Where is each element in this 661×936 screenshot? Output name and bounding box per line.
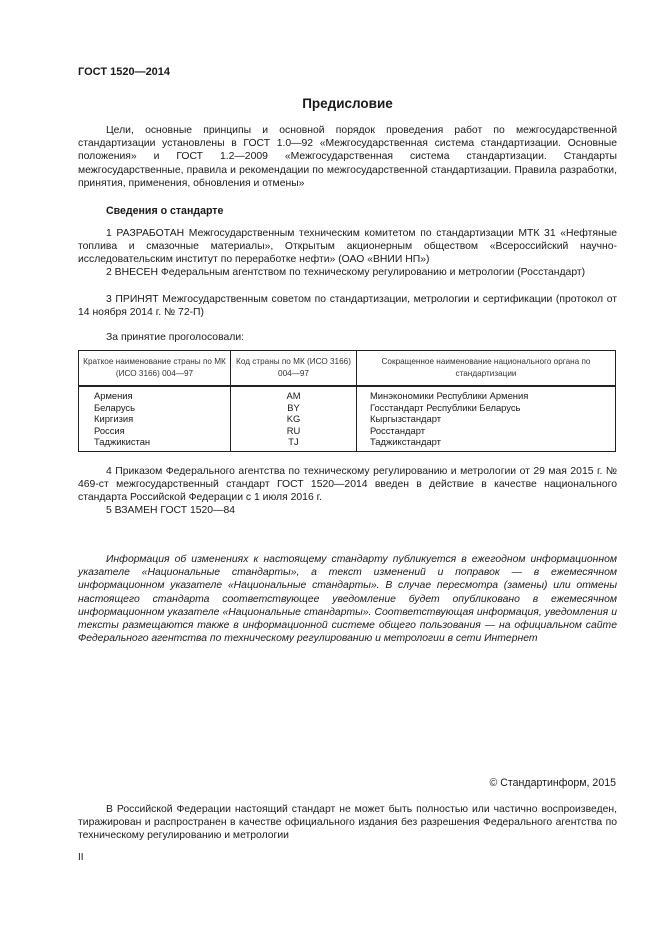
copyright: © Стандартинформ, 2015 (489, 777, 616, 789)
cell-country: Россия (79, 425, 231, 437)
cell-code: KG (231, 413, 357, 425)
voting-table (78, 350, 616, 452)
table-row (79, 425, 616, 437)
cell-country: Армения (79, 386, 231, 402)
cell-body: Росстандарт (357, 425, 616, 437)
table-row (79, 436, 616, 451)
document-code: ГОСТ 1520—2014 (78, 66, 171, 78)
col-header-country: Краткое наименование страны по МК (ИСО 3166) 004—97 (79, 351, 231, 387)
cell-code: AM (231, 386, 357, 402)
cell-body: Минэкономики Республики Армения (357, 386, 616, 402)
col-header-code: Код страны по МК (ИСО 3166) 004—97 (231, 351, 357, 387)
cell-body: Госстандарт Республики Беларусь (357, 402, 616, 414)
table-row (79, 402, 616, 414)
cell-body: Кыргызстандарт (357, 413, 616, 425)
section-heading: Сведения о стандарте (106, 205, 224, 217)
cell-code: BY (231, 402, 357, 414)
table-row (79, 413, 616, 425)
col-header-body: Сокращенное наименование национального органа по стандартизации (357, 351, 616, 387)
item-5-replaces: 5 ВЗАМЕН ГОСТ 1520—84 (106, 505, 236, 516)
item-2-submitted: 2 ВНЕСЕН Федеральным агентством по техническому регулированию и метрологии (Росстандарт) (106, 267, 586, 278)
changes-notice: Информация об изменениях к настоящему стандарту публикуется в ежегодном информационном указателе «Национальные стандарты», а текст изменений и поправок — в ежемесячном информационном указателе «Национальные стандарты». В случае пересмотра (замены) или отмены настоящего стандарта соответствующее уведомление будет опубликовано в ежемесячном информационном указателе «Национальные стандарты». Соответствующая информация, уведомления и тексты размещаются также в информационной системе общего пользования — на официальном сайте Федерального агентства по техническому регулированию и метрологии в сети Интернет (78, 554, 617, 645)
page-title: Предисловие (302, 96, 393, 111)
item-4-order: 4 Приказом Федерального агентства по техническому регулированию и метрологии от 29 мая 2015 г. № 469-ст межгосударственный стандарт ГОСТ 1520—2014 введен в действие в качестве национального стандарта Российской Федерации с 1 июля 2016 г. (78, 466, 617, 504)
item-3-adopted: 3 ПРИНЯТ Межгосударственным советом по стандартизации, метрологии и сертификации (протокол от 14 ноября 2014 г. № 72-П) (78, 294, 617, 319)
cell-country: Таджикистан (79, 436, 231, 451)
rights-notice: В Российской Федерации настоящий стандарт не может быть полностью или частично воспроизведен, тиражирован и распространен в качестве официального издания без разрешения Федерального агентства по техническому регулированию и метрологии (78, 804, 617, 842)
cell-code: TJ (231, 436, 357, 451)
vote-label: За принятие проголосовали: (106, 332, 245, 343)
page-number: II (78, 852, 84, 863)
item-1-developed: 1 РАЗРАБОТАН Межгосударственным техническим комитетом по стандартизации МТК 31 «Нефтяные топлива и смазочные материалы», Открытым акционерным обществом «Всероссийский научно-исследовательским институт по переработке нефти» (ОАО «ВНИИ НП») (78, 228, 617, 266)
table-row (79, 386, 616, 402)
cell-country: Беларусь (79, 402, 231, 414)
cell-code: RU (231, 425, 357, 437)
table-header-row (79, 351, 616, 387)
cell-country: Киргизия (79, 413, 231, 425)
cell-body: Таджикстандарт (357, 436, 616, 451)
intro-paragraph: Цели, основные принципы и основной порядок проведения работ по межгосударственной стандартизации установлены в ГОСТ 1.0—92 «Межгосударственная система стандартизации. Основные положения» и ГОСТ 1.2—2009 «Межгосударственная система стандартизации. Стандарты межгосударственные, правила и рекомендации по межгосударственной стандартизации. Правила разработки, принятия, применения, обновления и отмены» (78, 125, 617, 189)
